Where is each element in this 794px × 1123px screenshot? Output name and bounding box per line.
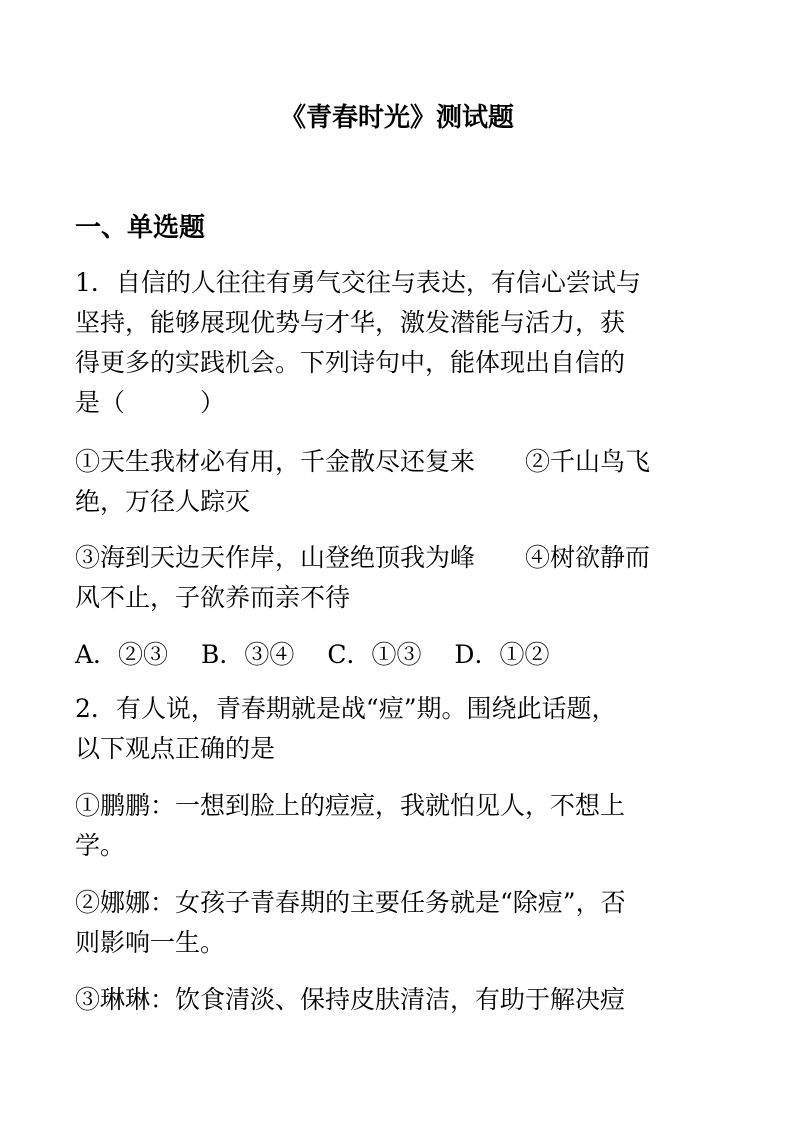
question-1-stem <box>75 263 725 423</box>
question-2-statement-1 <box>75 786 725 866</box>
question-2-stem-line: 以下观点正确的是 <box>75 734 276 763</box>
statement-line: ③海到天边天作岸，山登绝顶我为峰 ④树欲静而 <box>75 543 651 572</box>
question-1-stem-line: 是（ ） <box>75 388 226 417</box>
statement-line: ②娜娜：女孩子青春期的主要任务就是“除痘”，否 <box>75 888 626 917</box>
answer-options: A．②③ B．③④ C．①③ D．①② <box>75 640 550 669</box>
statement-line: ①天生我材必有用，千金散尽还复来 ②千山鸟飞 <box>75 447 651 476</box>
statement-line: 学。 <box>75 831 126 860</box>
question-1-statements-1-2 <box>75 442 725 522</box>
statement-line: 则影响一生。 <box>75 928 226 957</box>
statement-line: ①鹏鹏：一想到脸上的痘痘，我就怕见人，不想上 <box>75 791 626 820</box>
statement-line: 风不止，子欲养而亲不待 <box>75 583 351 612</box>
question-2-stem <box>75 689 725 769</box>
question-1-stem-line: 坚持，能够展现优势与才华，激发潜能与活力，获 <box>75 308 626 337</box>
section-heading: 一、单选题 <box>75 213 206 243</box>
question-1-stem-line: 1．自信的人往往有勇气交往与表达，有信心尝试与 <box>75 268 641 297</box>
question-1-stem-line: 得更多的实践机会。下列诗句中，能体现出自信的 <box>75 348 626 377</box>
question-1-options <box>75 635 725 675</box>
question-2-statement-2 <box>75 883 725 963</box>
document-title: 《青春时光》测试题 <box>279 103 514 133</box>
question-2-stem-line: 2．有人说，青春期就是战“痘”期。围绕此话题， <box>75 694 617 723</box>
statement-line: 绝，万径人踪灭 <box>75 487 251 516</box>
question-2-statement-3 <box>75 980 725 1020</box>
question-1-statements-3-4 <box>75 538 725 618</box>
statement-line: ③琳琳：饮食清淡、保持皮肤清洁，有助于解决痘 <box>75 985 626 1014</box>
